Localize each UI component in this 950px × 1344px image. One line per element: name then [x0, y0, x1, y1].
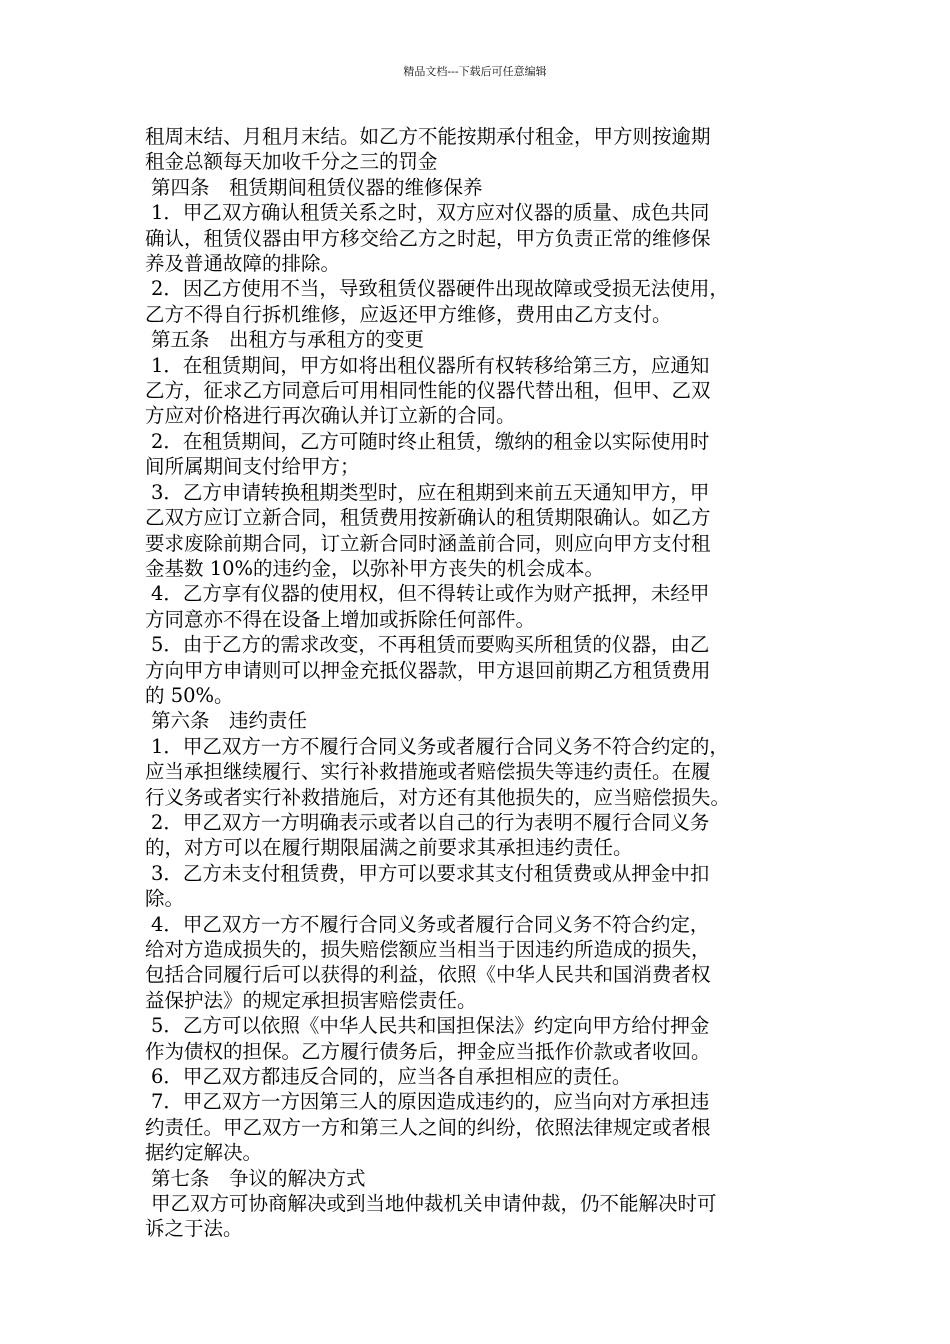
section-heading: 第六条 违约责任 — [151, 709, 308, 733]
text-line: 金基数 10%的违约金，以弥补甲方丧失的机会成本。 — [145, 556, 605, 580]
text-line: 除。 — [145, 887, 185, 911]
text-line: 益保护法》的规定承担损害赔偿责任。 — [145, 988, 477, 1012]
text-line: 的，对方可以在履行期限届满之前要求其承担违约责任。 — [145, 836, 633, 860]
text-line: 2．甲乙双方一方明确表示或者以自己的行为表明不履行合同义务 — [151, 810, 710, 834]
text-line: 6．甲乙双方都违反合同的，应当各自承担相应的责任。 — [151, 1065, 632, 1089]
text-line: 养及普通故障的排除。 — [145, 252, 341, 276]
page-header: 精品文档---下载后可任意编辑 — [403, 65, 547, 78]
text-line: 据约定解决。 — [145, 1141, 263, 1165]
section-heading: 第五条 出租方与承租方的变更 — [151, 328, 425, 352]
text-line: 间所属期间支付给甲方； — [145, 455, 360, 479]
text-line: 租金总额每天加收千分之三的罚金 — [145, 150, 438, 174]
text-line: 5．由于乙方的需求改变，不再租赁而要购买所租赁的仪器，由乙 — [151, 633, 710, 657]
text-line: 的 50%。 — [145, 683, 234, 707]
text-line: 7．甲乙双方一方因第三人的原因造成违约的，应当向对方承担违 — [151, 1090, 710, 1114]
text-line: 1．甲乙双方确认租赁关系之时，双方应对仪器的质量、成色共同 — [151, 201, 710, 225]
text-line: 方向甲方申请则可以押金充抵仪器款，甲方退回前期乙方租赁费用 — [145, 658, 711, 682]
text-line: 1．在租赁期间，甲方如将出租仪器所有权转移给第三方，应通知 — [151, 353, 710, 377]
text-line: 确认，租赁仪器由甲方移交给乙方之时起，甲方负责正常的维修保 — [145, 226, 711, 250]
text-line: 作为债权的担保。乙方履行债务后，押金应当抵作价款或者收回。 — [145, 1039, 711, 1063]
text-line: 诉之于法。 — [145, 1217, 243, 1241]
text-line: 应当承担继续履行、实行补救措施或者赔偿损失等违约责任。在履 — [145, 760, 711, 784]
text-line: 甲乙双方可协商解决或到当地仲裁机关申请仲裁，仍不能解决时可 — [151, 1192, 717, 1216]
text-line: 2．在租赁期间，乙方可随时终止租赁，缴纳的租金以实际使用时 — [151, 429, 710, 453]
text-line: 要求废除前期合同，订立新合同时涵盖前合同，则应向甲方支付租 — [145, 531, 711, 555]
text-line: 方应对价格进行再次确认并订立新的合同。 — [145, 404, 516, 428]
text-line: 4．甲乙双方一方不履行合同义务或者履行合同义务不符合约定， — [151, 912, 710, 936]
document-body — [145, 124, 810, 1242]
text-line: 乙双方应订立新合同，租赁费用按新确认的租赁期限确认。如乙方 — [145, 506, 711, 530]
text-line: 4．乙方享有仪器的使用权，但不得转让或作为财产抵押，未经甲 — [151, 582, 710, 606]
text-line: 乙方，征求乙方同意后可用相同性能的仪器代替出租，但甲、乙双 — [145, 379, 711, 403]
text-line: 3．乙方未支付租赁费，甲方可以要求其支付租赁费或从押金中扣 — [151, 861, 710, 885]
section-heading: 第七条 争议的解决方式 — [151, 1166, 366, 1190]
text-line: 2．因乙方使用不当，导致租赁仪器硬件出现故障或受损无法使用， — [151, 277, 729, 301]
text-line: 包括合同履行后可以获得的利益，依照《中华人民共和国消费者权 — [145, 963, 711, 987]
text-line: 约责任。甲乙双方一方和第三人之间的纠纷，依照法律规定或者根 — [145, 1115, 711, 1139]
text-line: 给对方造成损失的，损失赔偿额应当相当于因违约所造成的损失， — [145, 938, 711, 961]
text-line: 5．乙方可以依照《中华人民共和国担保法》约定向甲方给付押金 — [151, 1014, 710, 1038]
text-line: 1．甲乙双方一方不履行合同义务或者履行合同义务不符合约定的， — [151, 734, 729, 758]
text-line: 方同意亦不得在设备上增加或拆除任何部件。 — [145, 607, 536, 631]
text-line: 行义务或者实行补救措施后，对方还有其他损失的，应当赔偿损失。 — [145, 785, 731, 809]
text-line: 租周末结、月租月末结。如乙方不能按期承付租金，甲方则按逾期 — [145, 125, 711, 148]
text-line: 3．乙方申请转换租期类型时，应在租期到来前五天通知甲方，甲 — [151, 480, 710, 504]
text-line: 乙方不得自行拆机维修，应返还甲方维修，费用由乙方支付。 — [145, 302, 672, 326]
section-heading: 第四条 租赁期间租赁仪器的维修保养 — [151, 175, 483, 199]
